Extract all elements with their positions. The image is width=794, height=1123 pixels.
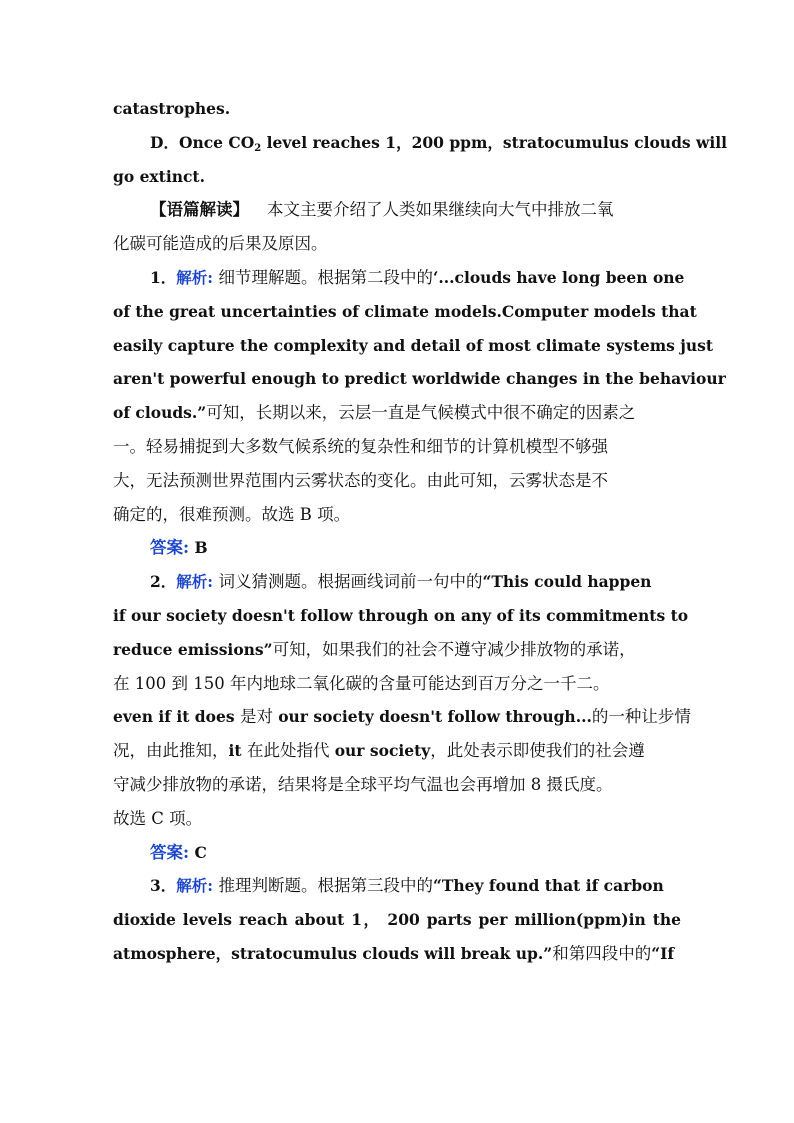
text-line	[113, 227, 681, 261]
text-line	[113, 160, 681, 194]
text-line	[113, 937, 681, 971]
text-run: aren't powerful enough to predict worldwide changes in the behaviour	[113, 369, 726, 389]
answer-1	[113, 531, 681, 565]
text-run: 在 100 到 150 年内地球二氧化碳的含量可能达到百万分之一千二。	[113, 673, 610, 693]
option-d	[113, 126, 728, 160]
text-run: 可知，长期以来，云层一直是气候模式中很不确定的因素之	[206, 403, 636, 423]
text-run: 一。轻易捕捉到大多数气候系统的复杂性和细节的计算机模型不够强	[113, 436, 608, 456]
analysis-label: 解析:	[176, 876, 214, 896]
text-line	[113, 700, 691, 734]
analysis-label: 解析:	[176, 572, 214, 592]
text-run: dioxide levels reach about 1， 200 parts per million(ppm)in the	[113, 910, 681, 930]
text-line	[113, 362, 726, 396]
text-line	[113, 92, 681, 126]
text-run: “This could happen	[482, 572, 652, 592]
text-run: of clouds.”	[113, 403, 207, 423]
text-line	[113, 329, 714, 363]
answer-2	[113, 836, 681, 870]
question-number: 2．	[150, 572, 177, 592]
answer-value: B	[194, 538, 208, 558]
passage-summary	[113, 193, 681, 227]
text-run: our society	[334, 741, 431, 761]
text-line	[113, 396, 681, 430]
answer-value: C	[194, 842, 207, 862]
text-run: 推理判断题。根据第三段中的	[218, 876, 433, 896]
text-run: 和第四段中的	[552, 943, 652, 963]
text-line	[113, 498, 681, 532]
text-line	[113, 430, 681, 464]
text-run: of the great uncertainties of climate models.Computer models that	[113, 301, 697, 321]
text-run: “They found that if carbon	[432, 876, 664, 896]
text-line	[113, 295, 697, 329]
text-run: reduce emissions”	[113, 639, 273, 659]
text-line	[113, 734, 681, 768]
text-line	[113, 903, 681, 937]
text-run: ，此处表示即使我们的社会遵	[430, 741, 645, 761]
text-line	[113, 633, 681, 667]
question-number: 3．	[150, 876, 177, 896]
text-run: go extinct.	[113, 166, 205, 186]
text-run: 化碳可能造成的后果及原因。	[113, 234, 328, 254]
analysis-label: 解析:	[176, 267, 214, 287]
text-line	[113, 464, 681, 498]
text-run: even if it does	[113, 707, 240, 727]
text-run: 故选 C 项。	[113, 808, 203, 828]
text-run: easily capture the complexity and detail of most climate systems just	[113, 335, 714, 355]
text-line	[113, 667, 681, 701]
text-run: if our society doesn't follow through on any of its commitments to	[113, 605, 689, 625]
question-1-analysis	[113, 261, 685, 295]
text-run: 在此处指代	[246, 741, 335, 761]
text-run: our society doesn't follow through...	[278, 707, 592, 727]
text-run: 是对	[239, 707, 279, 727]
text-run: 细节理解题。根据第二段中的	[218, 267, 433, 287]
text-run: “If	[651, 943, 675, 963]
question-3-analysis	[113, 869, 681, 903]
text-run: ‘...clouds have long been one	[432, 267, 685, 287]
subscript: 2	[254, 142, 262, 154]
question-number: 1．	[150, 267, 177, 287]
text-run: atmosphere，stratocumulus clouds will break up.”	[113, 943, 553, 963]
text-run: 守减少排放物的承诺，结果将是全球平均气温也会再增加 8 摄氏度。	[113, 774, 613, 794]
document-body	[113, 92, 728, 971]
text-run: 确定的，很难预测。故选 B 项。	[113, 504, 351, 524]
text-run: level reaches 1，200 ppm，stratocumulus clouds will	[261, 132, 728, 152]
question-2-analysis	[113, 565, 681, 599]
answer-label: 答案:	[150, 538, 190, 558]
text-run: D．Once CO	[150, 132, 255, 152]
text-run: 况，由此推知，	[113, 741, 229, 761]
text-line	[113, 599, 689, 633]
text-line	[113, 802, 681, 836]
text-run: 词义猜测题。根据画线词前一句中的	[218, 572, 483, 592]
text-run: 大，无法预测世界范围内云雾状态的变化。由此可知，云雾状态是不	[113, 470, 608, 490]
text-run: catastrophes.	[113, 99, 231, 118]
text-run: 本文主要介绍了人类如果继续向大气中排放二氧	[267, 200, 614, 220]
text-run: 可知，如果我们的社会不遵守减少排放物的承诺，	[272, 639, 636, 659]
answer-label: 答案:	[150, 842, 190, 862]
section-label: 【语篇解读】	[150, 200, 249, 220]
text-line	[113, 768, 681, 802]
text-run: it	[228, 741, 247, 761]
text-run: 的一种让步情	[591, 707, 691, 727]
